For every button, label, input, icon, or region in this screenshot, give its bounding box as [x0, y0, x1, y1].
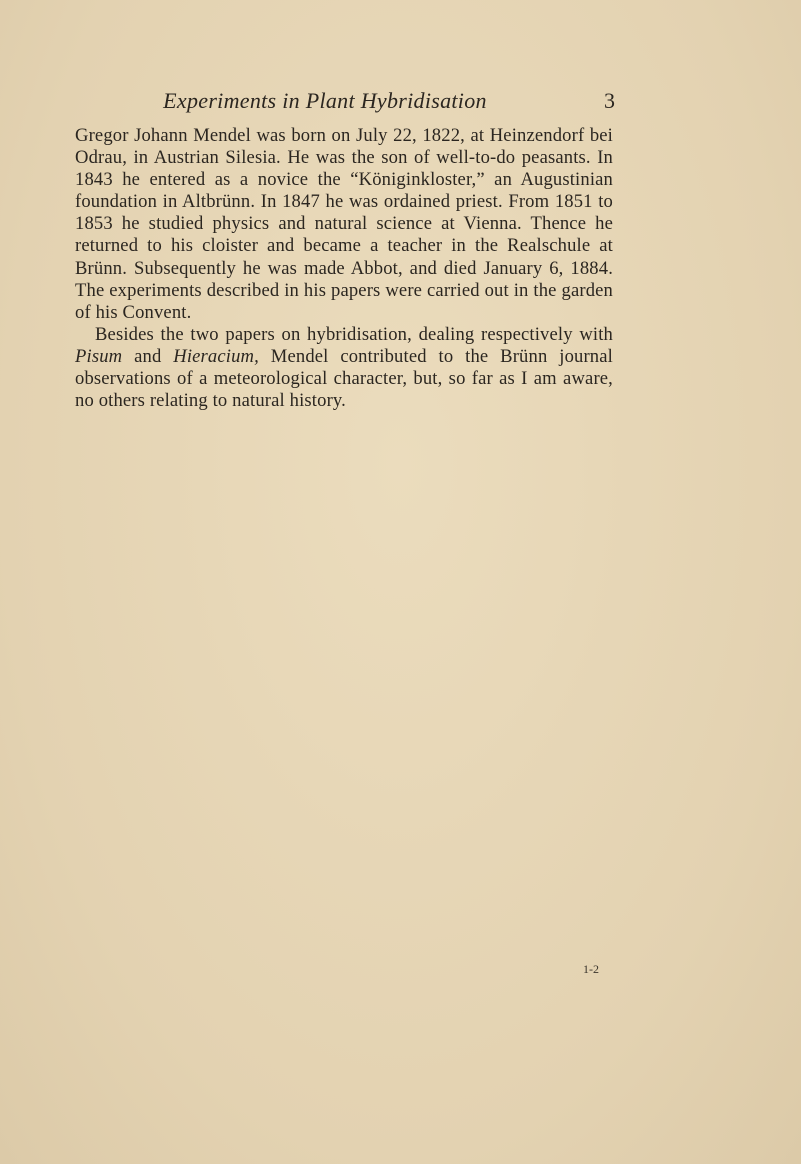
paragraph-rest: Mendel contributed to the Brünn journal observations of a meteorological character, but, so far as I am aware, no others relating to natural history.: [75, 345, 613, 412]
paragraph-other-papers: [75, 324, 613, 412]
running-title: Experiments in Plant Hybridisation: [163, 88, 487, 113]
running-head: [75, 88, 615, 118]
page-number: 3: [604, 88, 615, 113]
genus-pisum: Pisum: [75, 345, 123, 367]
body-text: [75, 125, 613, 412]
paragraph-biography: Gregor Johann Mendel was born on July 22, 1822, at Heinzendorf bei Odrau, in Austrian Silesia. He was the son of well-to-do peasants. In 1843 he entered as a novice the “Königinkloster,” an Augustinian foundation in Altbrünn. In 1847 he was ordained priest. From 1851 to 1853 he studied physics and natural science at Vienna. Thence he returned to his cloister and became a teacher in the Realschule at Brünn. Subsequently he was made Abbot, and died January 6, 1884. The experiments described in his papers were carried out in the garden of his Convent.: [75, 125, 613, 323]
conjunction: and: [134, 345, 162, 367]
signature-mark: 1-2: [583, 962, 599, 976]
paragraph-lead: Besides the two papers on hybridisation, dealing respectively with: [95, 323, 613, 345]
genus-hieracium: Hieracium,: [173, 345, 259, 367]
